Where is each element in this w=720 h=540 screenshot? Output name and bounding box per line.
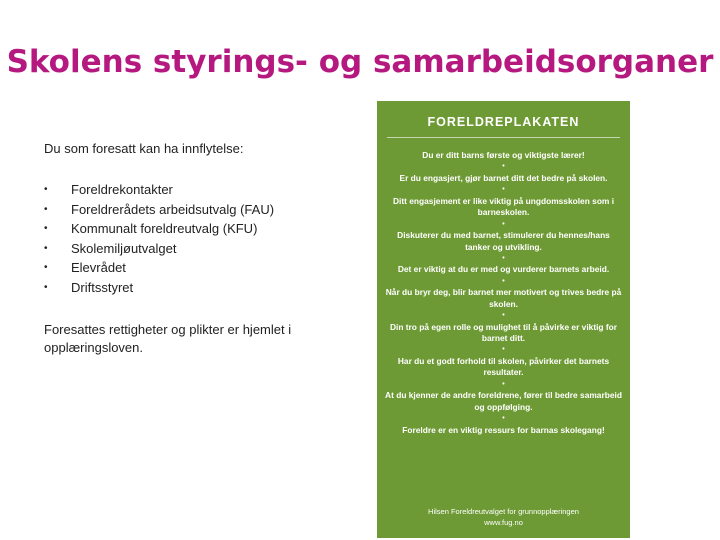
bullet-icon: • xyxy=(502,277,505,285)
poster-signature: Hilsen Foreldreutvalget for grunnopplæringen xyxy=(428,507,579,516)
poster-statement: Har du et godt forhold til skolen, påvirker det barnets resultater. xyxy=(397,355,610,378)
poster-statement: Diskuterer du med barnet, stimulerer du hennes/hans tanker og utvikling. xyxy=(397,230,610,252)
bullet-icon: • xyxy=(44,262,48,273)
poster-statement: Er du engasjert, gjør barnet ditt det bedre på skolen. xyxy=(399,172,608,183)
poster-heading: FORELDREPLAKATEN xyxy=(427,115,580,129)
bullet-icon: • xyxy=(44,281,48,293)
poster-divider xyxy=(387,137,620,138)
list-item-label: Elevrådet xyxy=(71,260,126,275)
rights-text: Foresattes rettigheter og plikter er hjemlet i opplæringsloven. xyxy=(44,322,292,355)
intro-text: Du som foresatt kan ha innflytelse: xyxy=(44,141,244,156)
bullet-icon: • xyxy=(502,254,505,262)
list-item-label: Kommunalt foreldreutvalg (KFU) xyxy=(71,221,258,236)
bullet-icon: • xyxy=(502,346,505,354)
list-item-label: Driftsstyret xyxy=(71,279,134,295)
list-item xyxy=(44,258,354,278)
poster-statement: Du er ditt barns første og viktigste lærer! xyxy=(422,150,585,160)
foreldreplakaten-poster xyxy=(377,101,630,538)
poster-website: www.fug.no xyxy=(484,518,523,527)
list-item-label: Foreldrerådets arbeidsutvalg (FAU) xyxy=(71,201,275,217)
list-item xyxy=(44,278,354,298)
list-item xyxy=(44,219,354,239)
poster-statement: Det er viktig at du er med og vurderer barnets arbeid. xyxy=(397,264,610,275)
bullet-icon: • xyxy=(502,220,505,228)
bullet-icon: • xyxy=(502,163,505,171)
poster-statement: At du kjenner de andre foreldrene, fører til bedre samarbeid og oppfølging. xyxy=(385,390,622,412)
list-item xyxy=(44,180,354,200)
bullet-icon: • xyxy=(44,223,48,234)
list-item xyxy=(44,239,354,259)
bullet-icon: • xyxy=(502,415,505,423)
poster-statement: Din tro på egen rolle og mulighet til å påvirke er viktig for barnet ditt. xyxy=(389,321,618,344)
organ-list xyxy=(44,180,354,297)
list-item xyxy=(44,200,354,220)
bullet-icon: • xyxy=(502,380,505,388)
list-item-label: Skolemiljøutvalget xyxy=(71,240,177,256)
poster-statement: Ditt engasjement er like viktig på ungdomsskolen som i barneskolen. xyxy=(392,195,615,218)
bullet-icon: • xyxy=(502,186,505,194)
poster-statements xyxy=(377,150,630,436)
poster-statement: Foreldre er en viktig ressurs for barnas skolegang! xyxy=(402,424,605,435)
text-column xyxy=(44,140,354,357)
slide-title: Skolens styrings- og samarbeidsorganer xyxy=(6,44,714,80)
list-item-label: Foreldrekontakter xyxy=(71,182,173,197)
bullet-icon: • xyxy=(44,242,48,254)
bullet-icon: • xyxy=(44,203,48,215)
bullet-icon: • xyxy=(502,312,505,320)
bullet-icon: • xyxy=(44,184,48,195)
poster-footer xyxy=(377,506,630,528)
poster-statement: Når du bryr deg, blir barnet mer motivert og trives bedre på skolen. xyxy=(385,287,622,309)
